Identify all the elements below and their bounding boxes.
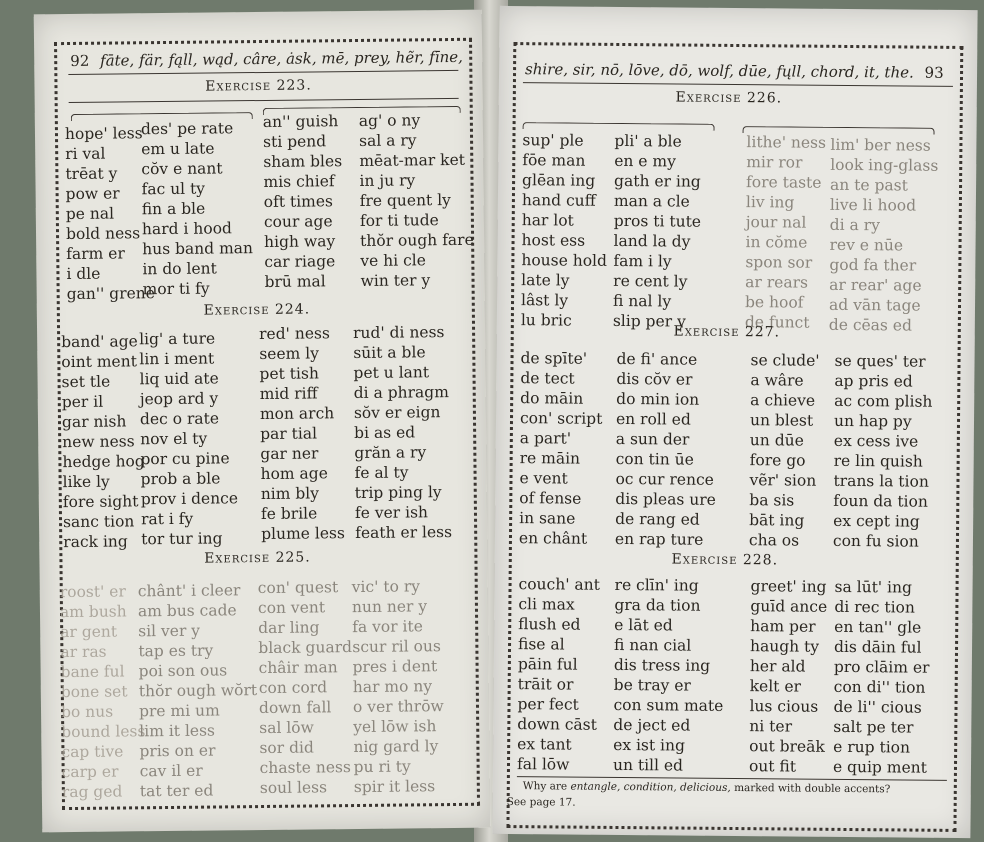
right-page-header [525, 60, 944, 82]
word: new ness [62, 432, 135, 452]
word: god fa ther [829, 255, 917, 275]
word: con tin ūe [615, 449, 694, 469]
word-column [352, 576, 445, 797]
word: dar ling [258, 618, 320, 638]
word: pet u lant [353, 363, 430, 383]
word: bo nus [60, 702, 114, 722]
word: con vent [257, 598, 326, 618]
word: por cu pine [140, 449, 230, 469]
word-column [263, 111, 344, 292]
word: band' age [61, 332, 138, 352]
word: tor tur ing [141, 529, 223, 549]
word: hope' less [64, 124, 143, 144]
word: pāin ful [517, 655, 578, 674]
word: dis dāin ful [833, 637, 922, 657]
word-column [517, 574, 600, 775]
exercise-title: Exercise 224. [203, 301, 311, 319]
word: liq uid ate [139, 369, 219, 389]
word: jeop ard y [139, 389, 219, 409]
word: greet' ing [750, 577, 827, 596]
exercise-title: Exercise 225. [204, 549, 311, 567]
exercise-title: Exercise 227. [673, 323, 781, 341]
word: pres i dent [352, 657, 438, 677]
word: un blest [749, 411, 814, 430]
word: fac ul ty [141, 179, 206, 199]
word: rat i fy [140, 509, 194, 529]
word: di a ry [829, 215, 880, 235]
word: har mo ny [352, 677, 433, 697]
word: brū mal [264, 272, 326, 291]
word: en roll ed [615, 409, 691, 429]
word: ve hi cle [360, 251, 426, 270]
word: lin i ment [139, 349, 215, 369]
word: sal lōw [259, 718, 314, 738]
word: ri val [65, 144, 106, 164]
word: con' script [519, 409, 603, 428]
word: ad vān tage [828, 295, 921, 315]
footnote-question-prefix: Why are [522, 780, 568, 793]
word: mid riff [259, 384, 318, 404]
word: fore go [749, 451, 806, 470]
word: pli' a ble [614, 131, 682, 151]
word: ex cess ive [833, 431, 919, 451]
word: tap es try [138, 641, 214, 661]
page-number: 92 [70, 51, 90, 70]
word-column [833, 351, 933, 552]
word: hom age [260, 464, 328, 484]
word: be tray er [613, 675, 691, 695]
word: a wâre [750, 371, 804, 390]
word: sti pend [262, 132, 327, 151]
word: e lāt ed [614, 615, 673, 635]
word: in cŏme [745, 233, 808, 252]
footnote-words: entangle, condition, delicious, [570, 780, 731, 794]
right-page [492, 6, 977, 838]
word: bi as ed [354, 423, 416, 443]
word: trāit or [517, 675, 574, 694]
word: trans la tion [833, 471, 929, 491]
word: per il [61, 392, 104, 412]
word: rud' di ness [352, 323, 445, 343]
word: set tle [61, 372, 111, 392]
word: de tect [520, 369, 575, 388]
word: prob a ble [140, 469, 221, 489]
word: pu ri ty [353, 757, 411, 777]
word: of fense [519, 489, 582, 508]
word: pro clāim er [833, 657, 930, 677]
word: rev e nūe [829, 235, 904, 255]
word: sal a ry [358, 131, 417, 150]
word: feath er less [355, 523, 453, 543]
word: down cāst [517, 715, 597, 734]
word: hard i hood [141, 219, 233, 239]
word: foun da tion [833, 491, 928, 511]
word: nig gard ly [353, 737, 439, 757]
pronunciation-key: shire, sir, nō, lōve, dō, wolf, dūe, fųll, chord, it, the. [524, 60, 914, 82]
word: in do lent [142, 259, 217, 279]
word: bane ful [60, 662, 125, 682]
word: red' ness [258, 324, 330, 344]
word: mēat-mar ket [359, 150, 466, 170]
word: roost' er [59, 582, 126, 602]
word: carp er [61, 762, 119, 782]
word: de li'' cious [833, 697, 922, 717]
word: se ques' ter [834, 351, 926, 371]
word: oft times [263, 192, 334, 211]
word: sor did [259, 738, 314, 758]
word: de rang ed [615, 509, 700, 529]
word: am bush [59, 602, 127, 622]
word: en chânt [518, 529, 588, 548]
word: pros ti tute [613, 211, 702, 231]
word: en tan'' gle [834, 617, 922, 637]
word: jour nal [745, 213, 807, 232]
word: en e my [614, 151, 676, 171]
word-column [521, 130, 608, 331]
word: a part' [519, 429, 572, 448]
word: ar gent [60, 622, 118, 642]
word: bone set [60, 682, 128, 702]
word: out breāk [749, 737, 825, 756]
word: grăn a ry [354, 443, 427, 463]
word: o ver thrōw [352, 697, 444, 717]
word: lu bric [520, 311, 572, 330]
word: seem ly [259, 344, 320, 364]
word: e quip ment [832, 757, 927, 777]
word: par tial [260, 424, 318, 444]
word: down fall [258, 698, 332, 718]
word: do min ion [616, 389, 700, 409]
word: farm er [66, 244, 125, 264]
word: per fect [517, 695, 579, 714]
word: ni ter [749, 717, 793, 736]
word: out fit [748, 757, 797, 776]
word-column [138, 580, 259, 801]
pronunciation-key: fāte, fär, fąll, wąd, câre, ȧsk, mē, prey, hẽr, fīne, [99, 47, 463, 70]
page-number: 93 [924, 63, 944, 82]
word: sūit a ble [353, 343, 426, 363]
word: hus band man [142, 239, 254, 259]
word: pow er [65, 184, 120, 204]
word: em u late [141, 139, 215, 159]
word: thŏr ough fare [360, 230, 474, 250]
word: lâst ly [520, 291, 569, 310]
word: dec o rate [139, 409, 220, 429]
word: fin a ble [141, 199, 206, 219]
word: ar rears [745, 273, 809, 292]
word: pet tish [259, 364, 319, 384]
word-column [141, 118, 254, 299]
word: fre quent ly [359, 191, 451, 210]
word: de funct [744, 313, 810, 332]
word: high way [264, 232, 336, 251]
word-column [353, 322, 452, 543]
word: fe brile [260, 504, 318, 524]
word: scur ril ous [352, 637, 441, 657]
word: nun ner y [351, 597, 428, 617]
word: un hap py [833, 411, 912, 431]
word: chânt' i cleer [137, 581, 241, 601]
word: re māin [519, 449, 581, 468]
left-page [34, 10, 491, 833]
word: am bus cade [137, 601, 237, 621]
exercise-title: Exercise 223. [205, 77, 312, 95]
word: in sane [519, 509, 576, 528]
word: re cent ly [613, 271, 688, 291]
word: liv ing [745, 193, 795, 212]
word: fore sight [62, 492, 139, 512]
word: sham bles [263, 152, 343, 171]
word: i dle [66, 264, 101, 284]
word: gar nish [61, 412, 127, 432]
word: black guard [258, 638, 353, 658]
word: mon arch [259, 404, 335, 424]
word: lig' a ture [139, 329, 216, 349]
word: des' pe rate [140, 119, 234, 139]
word: do māin [520, 389, 584, 408]
word: yel lōw ish [353, 717, 437, 737]
word: sŏv er eign [353, 403, 441, 423]
word-column [359, 110, 474, 291]
word: sup' ple [522, 131, 584, 150]
word: re clīn' ing [614, 575, 699, 595]
word-column [61, 331, 146, 552]
word: cour age [263, 212, 333, 231]
word: house hold [521, 251, 608, 270]
word: di rec tion [834, 597, 915, 617]
word: gar ner [260, 444, 319, 464]
word: glēan ing [522, 171, 596, 190]
word: mis chief [263, 172, 335, 191]
word: bāt ing [749, 511, 805, 530]
word: like ly [62, 472, 110, 492]
word: e vent [519, 469, 568, 488]
word: her ald [749, 657, 806, 676]
word: gath er ing [614, 171, 701, 191]
word-column [258, 577, 354, 798]
word-column [745, 132, 826, 333]
word: con di'' tion [833, 677, 926, 697]
footnote-question-suffix: marked with double accents? [734, 782, 891, 796]
word: fi nan cial [613, 635, 692, 655]
word-column [519, 348, 603, 549]
word: mor ti fy [142, 279, 210, 299]
word: land la dy [613, 231, 691, 251]
word: tat ter ed [139, 781, 214, 801]
word: thŏr ough wŏrt [138, 681, 258, 701]
word: pris on er [139, 741, 216, 761]
word: bold ness [65, 224, 141, 244]
word: e rup tion [833, 737, 911, 757]
word: ar rear' age [829, 275, 922, 295]
word: live li hood [829, 195, 917, 215]
word: salt pe ter [833, 717, 914, 737]
word: rack ing [63, 532, 128, 552]
word: lim it less [139, 721, 216, 741]
word: win ter y [360, 271, 431, 290]
word: an'' guish [262, 112, 339, 131]
word: in ju ry [359, 171, 416, 190]
word: fam i ly [613, 251, 672, 271]
word-column [259, 323, 345, 544]
word-column [613, 575, 725, 776]
word: spon sor [745, 253, 813, 272]
word: sil ver y [138, 621, 201, 641]
word: ex cept ing [833, 511, 920, 531]
word-column [615, 349, 717, 550]
word: late ly [521, 271, 570, 290]
word: hedge hog [62, 452, 145, 472]
word: ham per [750, 617, 816, 636]
word: cha os [748, 531, 800, 550]
word: de cēas ed [828, 315, 913, 335]
word: se clude' [750, 351, 820, 370]
word-column [60, 581, 146, 802]
word: car riage [264, 252, 336, 271]
word-column [833, 577, 930, 778]
word: pe nal [65, 204, 115, 224]
word: vic' to ry [351, 577, 421, 597]
word: chaste ness [259, 758, 351, 778]
word: sa lūt' ing [834, 577, 912, 597]
word: con' quest [257, 578, 339, 598]
word-column [749, 350, 820, 551]
word: slip per y [612, 311, 686, 331]
word: hand cuff [521, 191, 596, 210]
word: bound less [61, 722, 146, 742]
word: man a cle [613, 191, 690, 211]
word: lus cious [749, 697, 819, 716]
word: fise al [517, 635, 565, 654]
word: spir it less [353, 777, 436, 797]
word: mir ror [746, 153, 803, 172]
word: fal lōw [516, 755, 570, 774]
word: rag ged [61, 782, 123, 802]
word: di a phragm [353, 383, 449, 403]
word: de fi' ance [616, 349, 698, 369]
word: look ing-glass [830, 155, 939, 175]
word: couch' ant [518, 575, 600, 594]
word: cŏv e nant [141, 159, 223, 179]
word: châir man [258, 658, 338, 678]
word: flush ed [518, 615, 581, 634]
word: a sun der [615, 429, 690, 449]
word: sanc tion [62, 512, 135, 532]
word: prov i dence [140, 489, 239, 509]
word: con fu sion [832, 531, 919, 551]
word: de spīte' [520, 349, 588, 368]
word: poi son ous [138, 661, 228, 681]
word: lim' ber ness [830, 135, 931, 155]
word: ag' o ny [358, 111, 421, 130]
word-column [139, 328, 238, 549]
word: de ject ed [613, 715, 691, 735]
word: ex tant [517, 735, 572, 754]
word: har lot [521, 211, 574, 230]
word: dis cŏv er [616, 369, 693, 389]
word: fore taste [746, 173, 822, 192]
word: oint ment [61, 352, 137, 372]
exercise-title: Exercise 228. [671, 551, 779, 569]
word: en rap ture [614, 529, 704, 549]
word: trip ping ly [354, 483, 442, 503]
word: haugh ty [749, 637, 820, 656]
word: cap tive [61, 742, 124, 762]
word: pre mi um [138, 701, 220, 721]
word: gra da tion [614, 595, 701, 615]
word: con cord [258, 678, 328, 698]
word: ap pris ed [834, 371, 913, 391]
word: re lin quish [833, 451, 923, 471]
word: dis tress ing [613, 655, 711, 675]
word: fi nal ly [612, 291, 672, 311]
word: fōe man [522, 151, 586, 170]
word: fe al ty [354, 463, 409, 483]
word: un till ed [612, 755, 684, 775]
word: vẽr' sion [749, 471, 817, 490]
word: con sum mate [613, 695, 724, 715]
word: oc cur rence [615, 469, 714, 489]
word: ba sis [749, 491, 795, 510]
word: dis pleas ure [615, 489, 716, 509]
word: nim bly [260, 484, 320, 504]
word: nov el ty [140, 429, 208, 449]
word: plume less [261, 524, 345, 544]
word: ac com plish [834, 391, 933, 411]
word: cli max [518, 595, 575, 614]
word: host ess [521, 231, 586, 250]
footnote-reference: See page 17. [506, 796, 576, 809]
word: for ti tude [359, 211, 439, 230]
word-column [829, 135, 939, 336]
exercise-title: Exercise 226. [675, 89, 783, 107]
word: cav il er [139, 761, 203, 781]
word: an te past [829, 175, 908, 195]
word: ar ras [60, 642, 107, 662]
word: trēat y [65, 164, 118, 184]
word: ex ist ing [613, 735, 686, 755]
word: un dūe [749, 431, 804, 450]
word: a chieve [750, 391, 816, 410]
word: gan'' grene [66, 284, 156, 304]
word: lithe' ness [746, 133, 827, 152]
word: fe ver ish [354, 503, 429, 523]
word: kelt er [749, 677, 802, 696]
word: be hoof [744, 293, 804, 312]
word: fa vor ite [352, 617, 423, 637]
word-column [613, 131, 702, 332]
word: guīd ance [750, 597, 828, 616]
word: soul less [259, 778, 328, 798]
word-column [749, 576, 828, 777]
